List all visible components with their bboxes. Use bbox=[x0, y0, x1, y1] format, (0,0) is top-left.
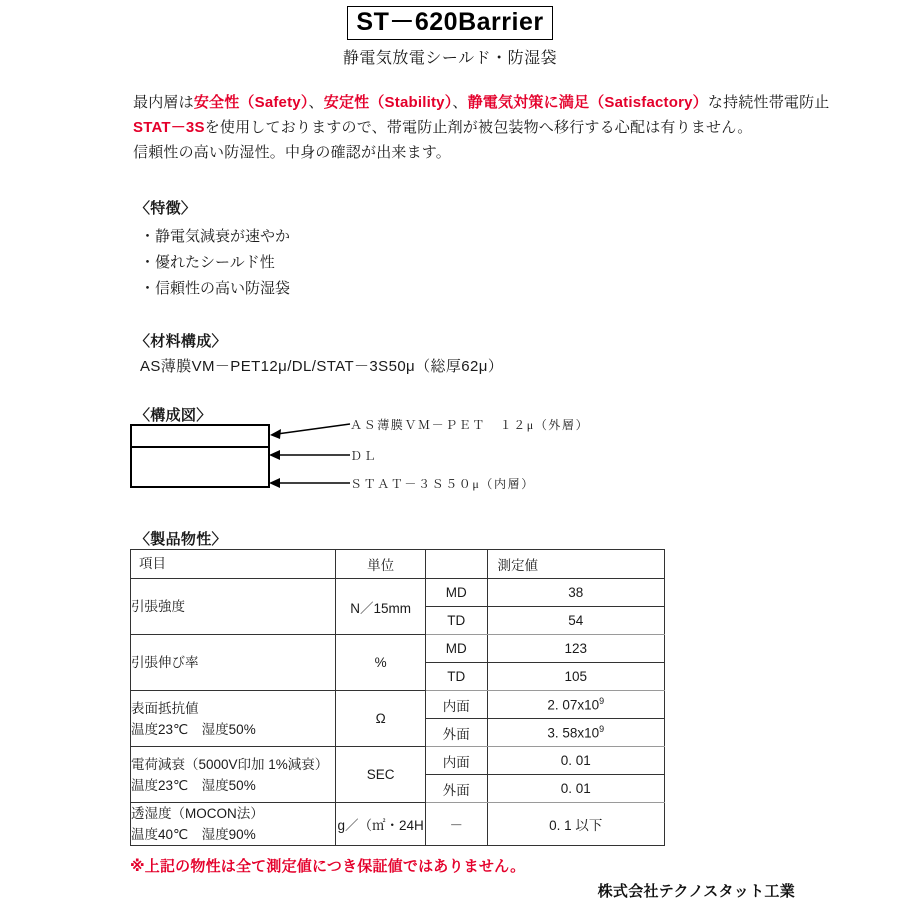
row-unit-surface-resistance: Ω bbox=[336, 691, 426, 747]
table-header-row bbox=[131, 550, 665, 579]
row-direction-inner: 内面 bbox=[426, 747, 487, 775]
list-item: ・優れたシールド性 bbox=[140, 254, 275, 271]
structure-label-dl: ＤＬ bbox=[350, 449, 378, 463]
properties-table bbox=[130, 549, 665, 846]
disclaimer-note: ※上記の物性は全て測定値につき保証値ではありません。 bbox=[130, 858, 526, 875]
row-item-line1: 透湿度（MOCON法） bbox=[131, 806, 264, 821]
list-item: ・信頼性の高い防湿袋 bbox=[140, 280, 291, 297]
row-direction-md: MD bbox=[426, 579, 487, 607]
structure-arrows bbox=[255, 410, 355, 500]
value-base: 2. 07x10 bbox=[547, 697, 600, 713]
row-direction-none: － bbox=[426, 803, 487, 846]
highlight-stability: 安定性（Stability） bbox=[323, 94, 453, 111]
table-row bbox=[131, 579, 665, 607]
column-header-item: 項目 bbox=[131, 550, 336, 579]
row-value-td: 54 bbox=[487, 607, 664, 635]
row-item-surface-resistance bbox=[131, 691, 336, 747]
table-row bbox=[131, 803, 665, 846]
row-direction-td: TD bbox=[426, 663, 487, 691]
highlight-stat-3s: STAT－3S bbox=[133, 119, 205, 136]
row-direction-outer: 外面 bbox=[426, 719, 487, 747]
row-item-line1: 表面抵抗値 bbox=[131, 700, 199, 716]
row-item-tensile-strength: 引張強度 bbox=[131, 579, 336, 635]
intro-line2-suffix: を使用しておりますので、帯電防止剤が被包装物へ移行する心配は有りません。 bbox=[204, 119, 753, 136]
row-direction-outer: 外面 bbox=[426, 775, 487, 803]
row-item-line2: 温度40℃ 湿度90% bbox=[131, 827, 256, 842]
material-heading: 〈材料構成〉 bbox=[135, 333, 227, 350]
value-base: 3. 58x10 bbox=[547, 725, 600, 741]
value-exponent: 9 bbox=[599, 724, 605, 735]
properties-heading: 〈製品物性〉 bbox=[135, 531, 227, 548]
features-heading: 〈特徴〉 bbox=[135, 200, 197, 217]
row-item-charge-decay bbox=[131, 747, 336, 803]
title-container bbox=[0, 6, 900, 40]
row-item-line1: 電荷減衰（5000V印加 1%減衰） bbox=[131, 756, 329, 772]
column-header-value: 測定値 bbox=[487, 550, 664, 579]
structure-label-outer: ＡＳ薄膜ＶＭ－ＰＥＴ １２μ（外層） bbox=[350, 418, 590, 432]
row-unit-moisture-permeability: g／（㎡・24H bbox=[336, 803, 426, 846]
column-header-unit: 単位 bbox=[336, 550, 426, 579]
structure-label-inner: ＳＴＡＴ－３Ｓ５０μ（内層） bbox=[350, 477, 535, 491]
row-value-td: 105 bbox=[487, 663, 664, 691]
company-name: 株式会社テクノスタット工業 bbox=[597, 883, 795, 900]
table-row bbox=[131, 691, 665, 719]
row-direction-td: TD bbox=[426, 607, 487, 635]
row-item-line2: 温度23℃ 湿度50% bbox=[131, 777, 256, 793]
structure-diagram-box bbox=[130, 424, 270, 488]
intro-line3: 信頼性の高い防湿性。中身の確認が出来ます。 bbox=[133, 144, 452, 161]
row-unit-elongation: % bbox=[336, 635, 426, 691]
features-list bbox=[140, 224, 290, 302]
row-value-moisture: 0. 1 以下 bbox=[487, 803, 664, 846]
row-item-elongation: 引張伸び率 bbox=[131, 635, 336, 691]
row-value-inner bbox=[487, 691, 664, 719]
row-direction-inner: 内面 bbox=[426, 691, 487, 719]
intro-paragraph bbox=[133, 90, 833, 165]
row-unit-charge-decay: SEC bbox=[336, 747, 426, 803]
intro-separator-1: 、 bbox=[308, 94, 324, 111]
row-unit-tensile-strength: N／15mm bbox=[336, 579, 426, 635]
highlight-satisfactory: 静電気対策に満足（Satisfactory） bbox=[467, 94, 708, 111]
row-value-inner: 0. 01 bbox=[487, 747, 664, 775]
highlight-safety: 安全性（Safety） bbox=[193, 94, 309, 111]
table-row bbox=[131, 747, 665, 775]
intro-separator-2: 、 bbox=[452, 94, 468, 111]
row-value-outer bbox=[487, 719, 664, 747]
page-title: ST－620Barrier bbox=[347, 6, 552, 40]
column-header-direction bbox=[426, 550, 487, 579]
list-item: ・静電気減衰が速やか bbox=[140, 228, 291, 245]
layer-divider bbox=[132, 446, 268, 448]
table-row bbox=[131, 635, 665, 663]
structure-heading: 〈構成図〉 bbox=[135, 407, 212, 424]
intro-line1-prefix: 最内層は bbox=[133, 94, 194, 111]
value-exponent: 9 bbox=[599, 696, 605, 707]
row-item-moisture-permeability bbox=[131, 803, 336, 846]
material-composition: AS薄膜VM－PET12μ/DL/STAT－3S50μ（総厚62μ） bbox=[140, 358, 504, 375]
row-item-line2: 温度23℃ 湿度50% bbox=[131, 721, 256, 737]
page-subtitle: 静電気放電シールド・防湿袋 bbox=[342, 50, 558, 67]
row-value-md: 38 bbox=[487, 579, 664, 607]
row-direction-md: MD bbox=[426, 635, 487, 663]
row-value-outer: 0. 01 bbox=[487, 775, 664, 803]
intro-line1-suffix: な持続性帯電防止 bbox=[707, 94, 830, 111]
row-value-md: 123 bbox=[487, 635, 664, 663]
